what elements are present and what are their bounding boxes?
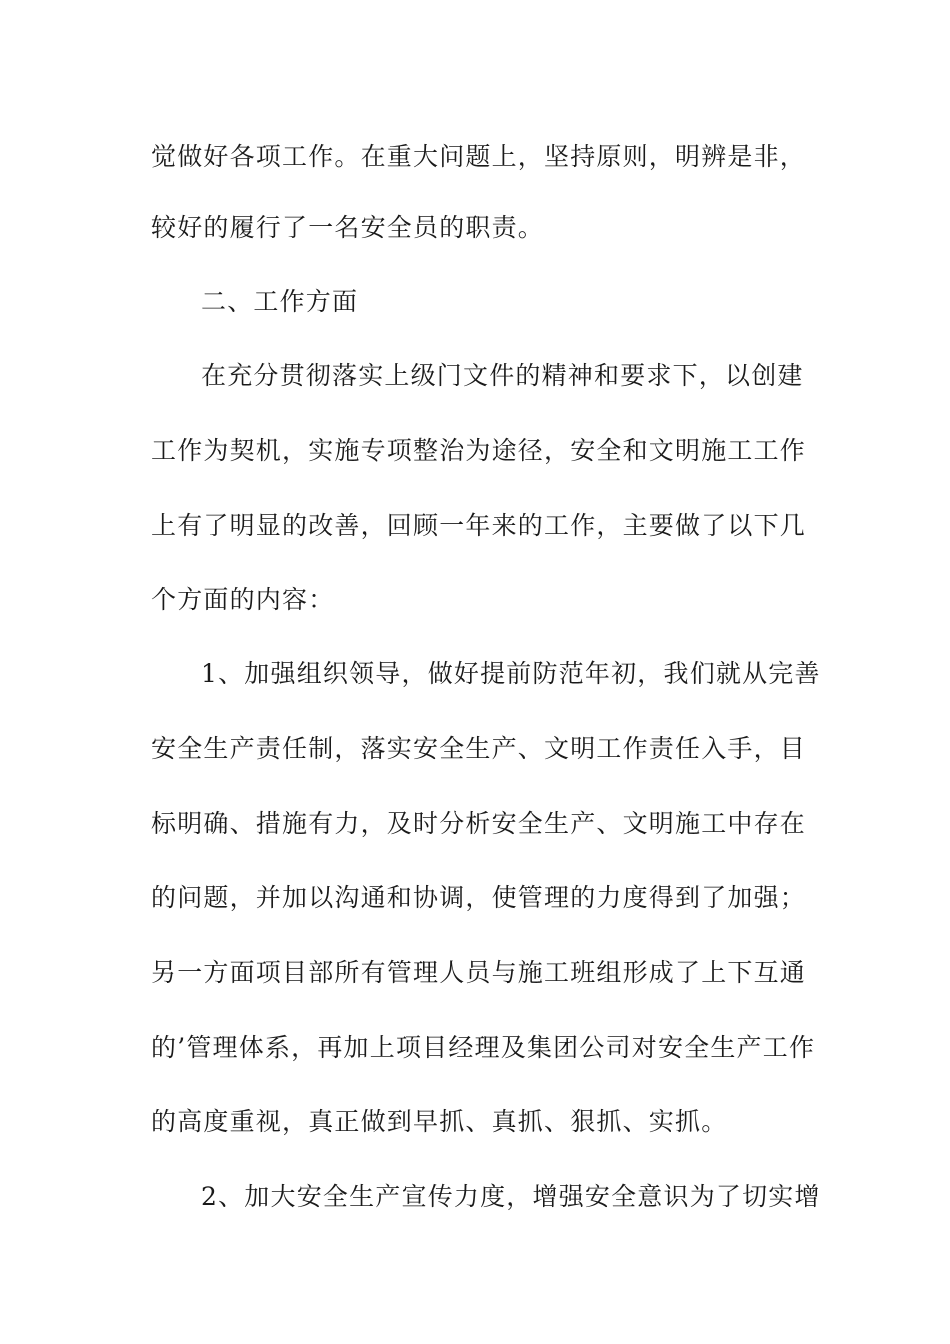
text-line: 的高度重视，真正做到早抓、真抓、狠抓、实抓。 (151, 1107, 728, 1136)
text-line: 另一方面项目部所有管理人员与施工班组形成了上下互通 (151, 958, 807, 987)
text-line: 的’管理体系，再加上项目经理及集团公司对安全生产工作 (151, 1033, 816, 1062)
text-line: 工作为契机，实施专项整治为途径，安全和文明施工工作 (151, 436, 807, 465)
text-line: 觉做好各项工作。在重大问题上，坚持原则，明辨是非， (151, 142, 807, 171)
text-line: 较好的履行了一名安全员的职责。 (151, 213, 545, 242)
text-line: 2、加大安全生产宣传力度，增强安全意识为了切实增 (201, 1182, 821, 1211)
text-line: 上有了明显的改善，回顾一年来的工作，主要做了以下几 (151, 511, 807, 540)
text-line: 标明确、措施有力，及时分析安全生产、文明施工中存在 (151, 809, 807, 838)
text-line: 在充分贯彻落实上级门文件的精神和要求下，以创建 (201, 361, 804, 390)
text-line: 1、加强组织领导，做好提前防范年初，我们就从完善 (201, 659, 821, 688)
text-line: 的问题，并加以沟通和协调，使管理的力度得到了加强； (151, 883, 807, 912)
text-line: 安全生产责任制，落实安全生产、文明工作责任入手，目 (151, 734, 807, 763)
text-line: 个方面的内容： (151, 585, 335, 614)
section-heading: 二、工作方面 (201, 287, 359, 316)
